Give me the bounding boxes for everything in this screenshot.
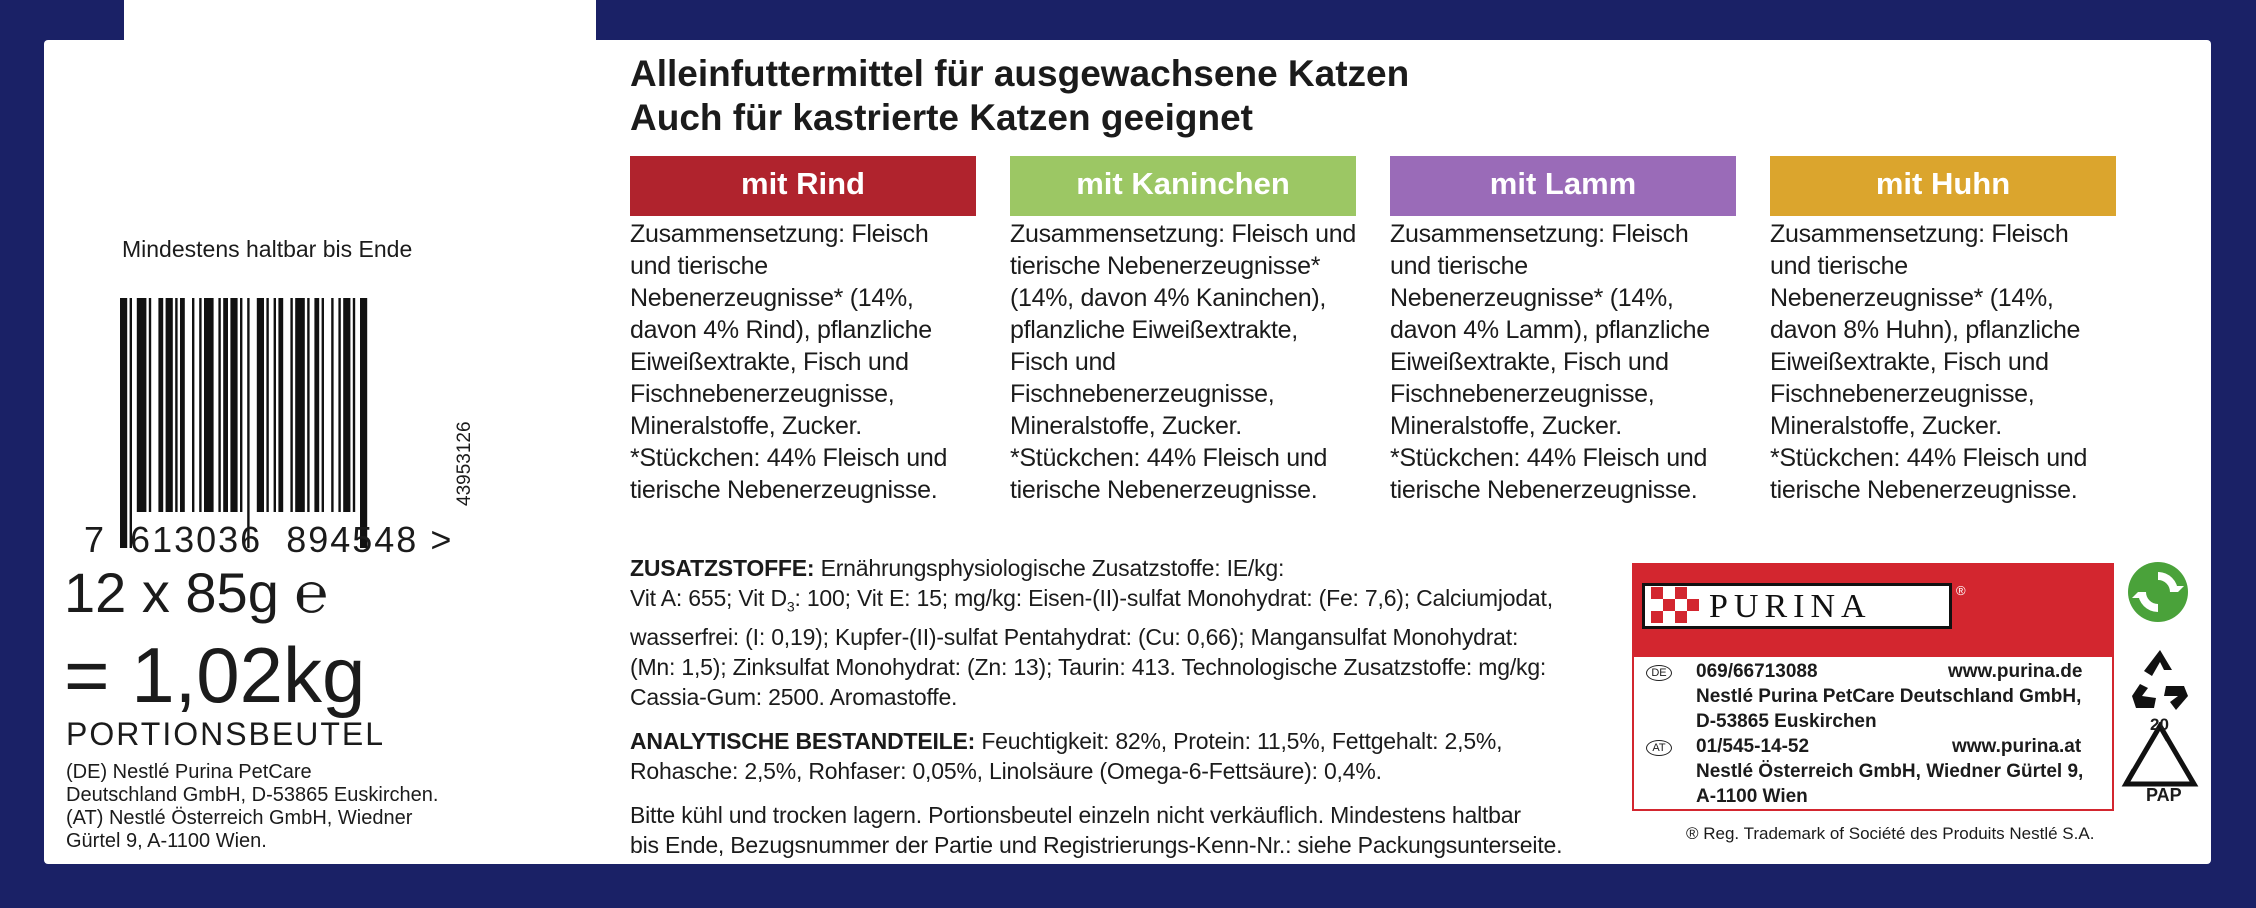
composition-line: *Stückchen: 44% Fleisch und: [1010, 444, 1328, 472]
storage-text: Bitte kühl und trocken lagern. Portionsbeutel einzeln nicht verkäuflich. Mindestens haltbar: [630, 801, 1521, 828]
composition-line: tierische Nebenerzeugnisse.: [630, 476, 938, 504]
variant-column: [1390, 156, 1736, 506]
composition-line: Eiweißextrakte, Fisch und: [1390, 348, 1669, 376]
pap-number: 20: [2150, 715, 2169, 734]
composition-line: Mineralstoffe, Zucker.: [1770, 412, 2002, 440]
additives-text: wasserfrei: (I: 0,19); Kupfer-(II)-sulfat Pentahydrat: (Cu: 0,66); Mangansulfat Monohydrat:: [630, 623, 1519, 650]
variant-header: mit Huhn: [1770, 156, 2116, 216]
recycling-icon: [2126, 646, 2194, 714]
title-line-2: Auch für kastrierte Katzen geeignet: [630, 97, 1253, 138]
ean-left-digits: 613036: [130, 519, 263, 560]
variant-composition: [1010, 218, 1356, 506]
analytic-heading: ANALYTISCHE BESTANDTEILE:: [630, 727, 976, 754]
variant-header: mit Lamm: [1390, 156, 1736, 216]
composition-line: Fischnebenerzeugnisse,: [1010, 380, 1275, 408]
composition-line: Mineralstoffe, Zucker.: [630, 412, 862, 440]
de-website: www.purina.de: [1948, 661, 2083, 682]
variant-header: mit Rind: [630, 156, 976, 216]
title-line-1: Alleinfuttermittel für ausgewachsene Katzen: [630, 53, 1410, 94]
ean-arrow: >: [430, 519, 454, 560]
variant-header: mit Kaninchen: [1010, 156, 1356, 216]
at-company: Nestlé Österreich GmbH, Wiedner Gürtel 9,: [1696, 761, 2084, 782]
best-before-text: Mindestens haltbar bis Ende: [122, 236, 413, 262]
composition-line: tierische Nebenerzeugnisse.: [1390, 476, 1698, 504]
composition-line: Zusammensetzung: Fleisch: [630, 220, 929, 248]
pap-label: PAP: [2146, 785, 2182, 805]
de-city: D-53865 Euskirchen: [1696, 711, 1877, 732]
country-code-at: AT: [1646, 740, 1672, 756]
composition-line: Zusammensetzung: Fleisch: [1770, 220, 2069, 248]
composition-line: Nebenerzeugnisse* (14%,: [1770, 284, 2054, 312]
address-line: Deutschland GmbH, D-53865 Euskirchen.: [66, 784, 439, 806]
variant-composition: [1770, 218, 2116, 506]
additives-paragraph: [630, 553, 1590, 712]
composition-line: Nebenerzeugnisse* (14%,: [1390, 284, 1674, 312]
composition-line: Mineralstoffe, Zucker.: [1390, 412, 1622, 440]
analytic-text: Rohasche: 2,5%, Rohfaser: 0,05%, Linolsäure (Omega-6-Fettsäure): 0,4%.: [630, 757, 1382, 784]
composition-line: *Stückchen: 44% Fleisch und: [630, 444, 948, 472]
purina-red-band: [1632, 563, 2114, 655]
registered-mark: ®: [1956, 583, 1966, 598]
product-title: [630, 52, 1409, 140]
additives-text: Ernährungsphysiologische Zusatzstoffe: IE/kg:: [814, 555, 1285, 581]
composition-line: Eiweißextrakte, Fisch und: [1770, 348, 2049, 376]
barcode: [118, 298, 426, 548]
variant-column: [1010, 156, 1356, 506]
composition-line: Mineralstoffe, Zucker.: [1010, 412, 1242, 440]
variant-column: [1770, 156, 2116, 506]
composition-line: (14%, davon 4% Kaninchen),: [1010, 284, 1327, 312]
additives-text: (Mn: 1,5); Zinksulfat Monohydrat: (Zn: 13); Taurin: 413. Technologische Zusatzstoffe: mg/kg:: [630, 653, 1547, 680]
composition-line: Zusammensetzung: Fleisch und: [1010, 220, 1356, 248]
additives-subscript: 3: [786, 598, 795, 615]
composition-line: Zusammensetzung: Fleisch: [1390, 220, 1689, 248]
ean-number: [84, 519, 453, 561]
purina-wordmark: PURINA: [1709, 588, 1872, 625]
country-code-de: DE: [1646, 665, 1672, 681]
variant-composition: [630, 218, 976, 506]
additives-heading: ZUSATZSTOFFE:: [630, 555, 815, 581]
address-line: (DE) Nestlé Purina PetCare: [66, 761, 312, 783]
at-website: www.purina.at: [1952, 736, 2082, 757]
manufacturer-address: [66, 761, 496, 853]
total-weight: = 1,02kg: [64, 631, 366, 719]
composition-line: und tierische: [630, 252, 768, 280]
additives-text: Cassia-Gum: 2500. Aromastoffe.: [630, 683, 958, 710]
at-phone: 01/545-14-52: [1696, 736, 1810, 757]
composition-line: *Stückchen: 44% Fleisch und: [1770, 444, 2088, 472]
additives-text: Vit A: 655; Vit D: [630, 585, 787, 611]
storage-paragraph: [630, 800, 1590, 860]
composition-line: tierische Nebenerzeugnisse.: [1010, 476, 1318, 504]
ean-right-digits: 894548: [286, 519, 419, 560]
at-city: A-1100 Wien: [1696, 786, 1808, 807]
composition-line: tierische Nebenerzeugnisse*: [1010, 252, 1321, 280]
composition-line: Fisch und: [1010, 348, 1116, 376]
checkerboard-icon: [1651, 587, 1699, 625]
composition-line: pflanzliche Eiweißextrakte,: [1010, 316, 1298, 344]
composition-line: und tierische: [1770, 252, 1908, 280]
article-number: 43953126: [454, 421, 475, 506]
trademark-note: ® Reg. Trademark of Société des Produits Nestlé S.A.: [1686, 824, 2095, 843]
composition-line: davon 4% Rind), pflanzliche: [630, 316, 932, 344]
ean-first-digit: 7: [84, 519, 107, 560]
analytic-paragraph: [630, 726, 1590, 786]
composition-line: Fischnebenerzeugnisse,: [1770, 380, 2035, 408]
storage-text: bis Ende, Bezugsnummer der Partie und Registrierungs-Kenn-Nr.: siehe Packungsunterseite.: [630, 831, 1563, 858]
de-company: Nestlé Purina PetCare Deutschland GmbH,: [1696, 686, 2082, 707]
additives-block: [630, 553, 1590, 874]
purina-logo: [1642, 583, 1952, 629]
quantity-line: 12 x 85g ℮: [64, 561, 329, 624]
additives-text: : 100; Vit E: 15; mg/kg: Eisen-(II)-sulfat Monohydrat: (Fe: 7,6); Calciumjodat,: [794, 585, 1553, 611]
composition-line: Nebenerzeugnisse* (14%,: [630, 284, 914, 312]
variant-column: [630, 156, 976, 506]
composition-line: tierische Nebenerzeugnisse.: [1770, 476, 2078, 504]
address-line: (AT) Nestlé Österreich GmbH, Wiedner: [66, 807, 413, 829]
unit-label: PORTIONSBEUTEL: [66, 716, 386, 752]
gruener-punkt-icon: [2126, 560, 2190, 624]
composition-line: davon 4% Lamm), pflanzliche: [1390, 316, 1710, 344]
purina-contact-panel: [1632, 655, 2114, 811]
composition-line: *Stückchen: 44% Fleisch und: [1390, 444, 1708, 472]
composition-line: und tierische: [1390, 252, 1528, 280]
composition-line: Fischnebenerzeugnisse,: [1390, 380, 1655, 408]
composition-line: Eiweißextrakte, Fisch und: [630, 348, 909, 376]
address-line: Gürtel 9, A-1100 Wien.: [66, 830, 267, 852]
purina-contact-box: [1632, 563, 2114, 811]
variant-composition: [1390, 218, 1736, 506]
de-phone: 069/66713088: [1696, 661, 1818, 682]
analytic-text: Feuchtigkeit: 82%, Protein: 11,5%, Fettgehalt: 2,5%,: [975, 727, 1503, 754]
composition-line: Fischnebenerzeugnisse,: [630, 380, 895, 408]
composition-line: davon 8% Huhn), pflanzliche: [1770, 316, 2081, 344]
